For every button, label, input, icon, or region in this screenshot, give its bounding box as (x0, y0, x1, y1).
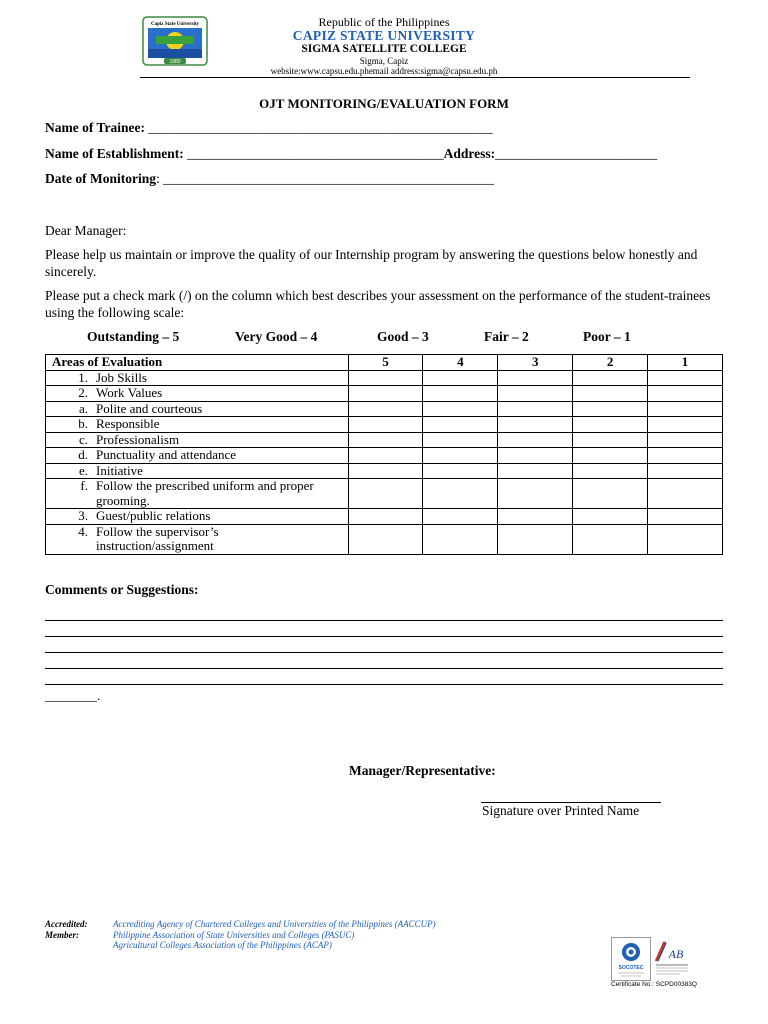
row-text: Job Skills (96, 369, 147, 385)
col-header-3: 3 (498, 355, 573, 371)
col-header-1: 1 (648, 355, 723, 371)
comment-line[interactable] (45, 620, 723, 621)
comment-trailing-line[interactable]: ________. (45, 688, 101, 703)
certificate-number: Certificate No.: SCPD00383Q (611, 981, 697, 988)
rating-cell[interactable] (423, 370, 498, 386)
rating-cell[interactable] (573, 463, 648, 479)
rating-cell[interactable] (498, 448, 573, 464)
scale-poor: Poor – 1 (583, 329, 631, 344)
row-label (46, 463, 349, 479)
rating-cell[interactable] (648, 463, 723, 479)
rating-cell[interactable] (573, 401, 648, 417)
rating-cell[interactable] (573, 432, 648, 448)
table-row (46, 432, 723, 448)
rating-cell[interactable] (648, 479, 723, 509)
ab-accreditation-logo (652, 939, 692, 979)
rating-cell[interactable] (648, 432, 723, 448)
rating-cell[interactable] (648, 401, 723, 417)
rating-cell[interactable] (348, 509, 423, 525)
rating-cell[interactable] (498, 370, 573, 386)
col-header-2: 2 (573, 355, 648, 371)
svg-text:AB: AB (668, 947, 684, 961)
comment-line[interactable] (45, 684, 723, 685)
rating-cell[interactable] (498, 432, 573, 448)
rating-cell[interactable] (648, 386, 723, 402)
rating-cell[interactable] (423, 479, 498, 509)
date-line[interactable]: _________________________________________________ (163, 171, 494, 186)
row-text: Follow the prescribed uniform and proper grooming. (96, 478, 314, 508)
scale-outstanding: Outstanding – 5 (87, 329, 180, 344)
row-number: d. (78, 447, 88, 462)
rating-cell[interactable] (648, 417, 723, 433)
comment-line[interactable] (45, 636, 723, 637)
rating-cell[interactable] (648, 509, 723, 525)
row-number: 1. (78, 369, 88, 385)
svg-text:SOCOTEC: SOCOTEC (618, 965, 644, 971)
rating-cell[interactable] (348, 479, 423, 509)
header-republic: Republic of the Philippines (318, 15, 450, 29)
rating-cell[interactable] (498, 479, 573, 509)
accredited-label: Accredited: (45, 919, 88, 929)
row-number: 2. (78, 385, 88, 400)
rating-cell[interactable] (423, 463, 498, 479)
rating-cell[interactable] (423, 509, 498, 525)
col-header-areas: Areas of Evaluation (46, 355, 349, 371)
header-contact: website:www.capsu.edu.phemail address:sigma@capsu.edu.ph (270, 66, 498, 76)
row-text: Follow the supervisor’s instruction/assignment (96, 523, 219, 553)
salutation: Dear Manager: (45, 223, 127, 238)
header-divider (140, 77, 690, 78)
table-row (46, 386, 723, 402)
rating-cell[interactable] (423, 524, 498, 554)
header-college: SIGMA SATELLITE COLLEGE (301, 43, 467, 55)
instruction-paragraph: Please put a check mark (/) on the column which best describes your assessment on the performance of the student-trainees using the following scale: (45, 288, 711, 320)
row-number: b. (78, 416, 88, 431)
row-label (46, 509, 349, 525)
row-number: 4. (78, 523, 88, 539)
rating-cell[interactable] (573, 386, 648, 402)
table-header-row (46, 355, 723, 371)
row-number: c. (78, 431, 88, 447)
row-text: Professionalism (96, 431, 180, 447)
row-text: Work Values (96, 385, 163, 400)
rating-cell[interactable] (348, 370, 423, 386)
rating-cell[interactable] (348, 386, 423, 402)
comment-line[interactable] (45, 668, 723, 669)
establishment-field[interactable] (45, 146, 657, 162)
svg-text:1980: 1980 (169, 59, 181, 65)
intro-paragraph: Please help us maintain or improve the quality of our Internship program by answering the questions below honestly and sincerely. (45, 247, 698, 279)
rating-cell[interactable] (348, 448, 423, 464)
scale-fair: Fair – 2 (484, 329, 529, 344)
rating-cell[interactable] (423, 448, 498, 464)
trainee-label: Name of Trainee: (45, 120, 145, 135)
rating-cell[interactable] (648, 524, 723, 554)
row-number: e. (78, 462, 88, 478)
row-label (46, 448, 349, 464)
establishment-label: Name of Establishment: (45, 146, 184, 161)
row-text: Punctuality and attendance (96, 447, 237, 462)
rating-cell[interactable] (348, 524, 423, 554)
signature-label: Signature over Printed Name (482, 803, 640, 818)
trainee-line[interactable]: ___________________________________________________ (148, 120, 493, 135)
date-colon: : (155, 171, 160, 186)
rating-cell[interactable] (573, 479, 648, 509)
row-text: Initiative (96, 462, 143, 478)
table-row (46, 524, 723, 554)
socotec-logo (611, 937, 651, 981)
address-line[interactable]: ________________________ (495, 146, 658, 161)
member-text-pasuc: Philippine Association of State Universities and Colleges (PASUC) (113, 930, 355, 940)
col-header-4: 4 (423, 355, 498, 371)
rating-cell[interactable] (573, 417, 648, 433)
rating-cell[interactable] (498, 509, 573, 525)
rating-cell[interactable] (498, 524, 573, 554)
col-header-5: 5 (348, 355, 423, 371)
row-label (46, 386, 349, 402)
table-row (46, 463, 723, 479)
row-label (46, 479, 349, 509)
rating-cell[interactable] (573, 509, 648, 525)
rating-cell[interactable] (348, 463, 423, 479)
scale-good: Good – 3 (377, 329, 429, 344)
rating-cell[interactable] (498, 386, 573, 402)
rating-cell[interactable] (423, 386, 498, 402)
member-text-acap: Agricultural Colleges Association of the Philippines (ACAP) (113, 940, 332, 950)
rating-cell[interactable] (498, 401, 573, 417)
rating-cell[interactable] (498, 417, 573, 433)
member-label: Member: (45, 930, 79, 940)
row-label (46, 370, 349, 386)
svg-text:Capiz State University: Capiz State University (150, 22, 200, 27)
accredited-text: Accrediting Agency of Chartered Colleges and Universities of the Philippines (AACCUP) (113, 919, 436, 929)
table-row (46, 509, 723, 525)
address-label: Address: (443, 146, 496, 161)
rating-cell[interactable] (423, 401, 498, 417)
rating-cell[interactable] (573, 524, 648, 554)
row-number: 3. (78, 508, 88, 523)
row-number: a. (78, 400, 88, 416)
row-label (46, 401, 349, 417)
table-row (46, 417, 723, 433)
comments-title: Comments or Suggestions: (45, 582, 199, 597)
rating-cell[interactable] (573, 448, 648, 464)
scale-very-good: Very Good – 4 (235, 329, 318, 344)
row-text: Responsible (96, 416, 160, 431)
trainee-field[interactable] (45, 120, 493, 136)
rating-cell[interactable] (648, 448, 723, 464)
table-row (46, 479, 723, 509)
establishment-line[interactable]: ______________________________________ (187, 146, 444, 161)
rating-cell[interactable] (348, 432, 423, 448)
rating-cell[interactable] (423, 432, 498, 448)
rating-cell[interactable] (573, 370, 648, 386)
form-title: OJT MONITORING/EVALUATION FORM (259, 96, 509, 111)
header-location: Sigma, Capiz (359, 56, 409, 66)
row-number: f. (80, 478, 88, 493)
row-label (46, 432, 349, 448)
rating-cell[interactable] (498, 463, 573, 479)
table-row (46, 401, 723, 417)
table-row (46, 370, 723, 386)
row-label (46, 417, 349, 433)
rating-cell[interactable] (423, 417, 498, 433)
date-label: Date of Monitoring (45, 171, 156, 186)
table-row (46, 448, 723, 464)
header-university: CAPIZ STATE UNIVERSITY (292, 28, 476, 43)
row-text: Polite and courteous (96, 400, 203, 416)
rating-cell[interactable] (348, 401, 423, 417)
row-label (46, 524, 349, 554)
evaluation-table (45, 354, 723, 555)
manager-label: Manager/Representative: (349, 763, 496, 778)
row-text: Guest/public relations (96, 508, 211, 523)
rating-cell[interactable] (348, 417, 423, 433)
comment-line[interactable] (45, 652, 723, 653)
date-field[interactable] (45, 171, 494, 187)
rating-cell[interactable] (648, 370, 723, 386)
